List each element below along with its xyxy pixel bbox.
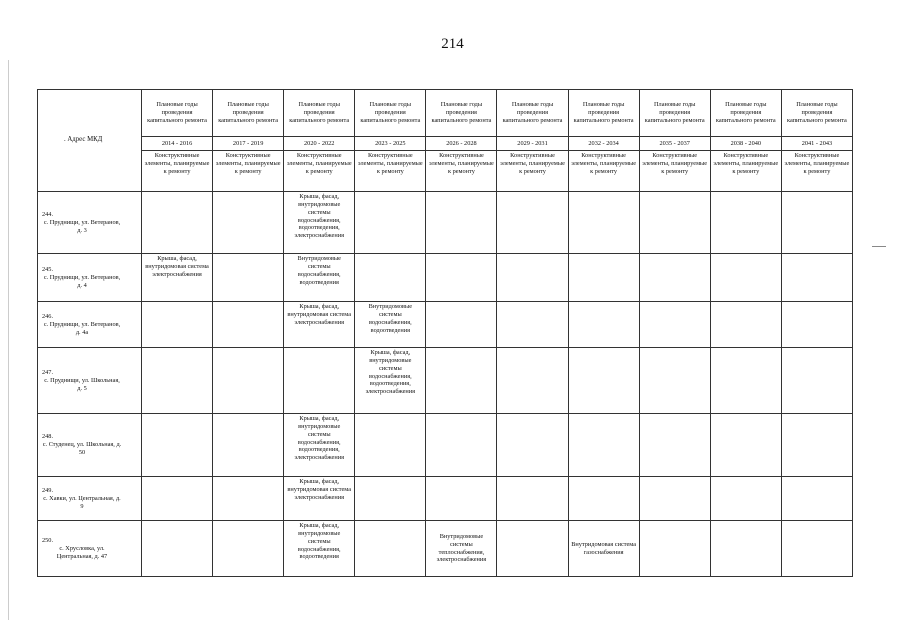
repair-cell [426, 348, 497, 414]
years-cell: 2032 - 2034 [568, 137, 639, 151]
repair-cell [781, 521, 852, 577]
table-row [38, 348, 853, 414]
repair-cell [213, 192, 284, 254]
repair-cell [142, 414, 213, 477]
repair-cell [639, 302, 710, 348]
period-header-cell: Плановые годы проведения капитального ремонта [781, 90, 852, 137]
repair-cell [710, 192, 781, 254]
repair-cell [568, 254, 639, 302]
repair-cell [568, 302, 639, 348]
repair-cell: Внутридомовые системы водоснабжения, водоотведения [284, 254, 355, 302]
period-header-cell: Плановые годы проведения капитального ремонта [710, 90, 781, 137]
repair-cell [781, 254, 852, 302]
period-header-cell: Плановые годы проведения капитального ремонта [355, 90, 426, 137]
elements-header-cell: Конструктивные элементы, планируемые к ремонту [781, 151, 852, 192]
repair-cell [497, 302, 568, 348]
repair-cell [710, 477, 781, 521]
repair-cell [426, 477, 497, 521]
years-cell: 2026 - 2028 [426, 137, 497, 151]
repair-cell [710, 414, 781, 477]
elements-header-cell: Конструктивные элементы, планируемые к ремонту [639, 151, 710, 192]
row-number: 244. [42, 210, 54, 218]
row-number: 248. [42, 433, 54, 441]
repair-cell [355, 477, 426, 521]
repair-cell: Крыша, фасад, внутридомовая система электроснабжения [142, 254, 213, 302]
repair-cell [142, 348, 213, 414]
repair-cell [710, 254, 781, 302]
elements-header-cell: Конструктивные элементы, планируемые к ремонту [142, 151, 213, 192]
repair-cell [213, 254, 284, 302]
elements-header-cell: Конструктивные элементы, планируемые к ремонту [710, 151, 781, 192]
row-number: 247. [42, 368, 54, 376]
table-row [38, 254, 853, 302]
repair-cell [710, 521, 781, 577]
repair-cell [142, 192, 213, 254]
table-body [38, 90, 853, 577]
address-cell [38, 192, 142, 254]
repair-cell [639, 348, 710, 414]
repair-cell [781, 348, 852, 414]
repair-cell [497, 254, 568, 302]
repair-cell [213, 414, 284, 477]
repair-cell [426, 414, 497, 477]
period-header-cell: Плановые годы проведения капитального ремонта [213, 90, 284, 137]
years-cell: 2023 - 2025 [355, 137, 426, 151]
address-cell [38, 348, 142, 414]
repair-cell [781, 302, 852, 348]
address-header: . Адрес МКД [38, 90, 142, 192]
repair-cell [213, 477, 284, 521]
repair-cell: Крыша, фасад, внутридомовые системы водоснабжения, водоотведения, электроснабжения [355, 348, 426, 414]
repair-cell [568, 348, 639, 414]
repair-cell [639, 521, 710, 577]
repair-cell [639, 477, 710, 521]
address-cell [38, 302, 142, 348]
elements-header-cell: Конструктивные элементы, планируемые к ремонту [355, 151, 426, 192]
period-header-cell: Плановые годы проведения капитального ремонта [284, 90, 355, 137]
period-header-cell: Плановые годы проведения капитального ремонта [497, 90, 568, 137]
years-cell: 2041 - 2043 [781, 137, 852, 151]
period-header-cell: Плановые годы проведения капитального ремонта [568, 90, 639, 137]
years-cell: 2029 - 2031 [497, 137, 568, 151]
capital-repair-table [37, 89, 853, 577]
address-text: с. Пруднищи, ул. Ветеранов, д. 4 [43, 273, 121, 289]
repair-cell [568, 477, 639, 521]
address-text: с. Студенец, ул. Школьная, д. 50 [42, 441, 122, 457]
repair-cell [284, 348, 355, 414]
table-row [38, 414, 853, 477]
repair-cell [781, 414, 852, 477]
elements-header-cell: Конструктивные элементы, планируемые к ремонту [213, 151, 284, 192]
period-header-cell: Плановые годы проведения капитального ремонта [426, 90, 497, 137]
table-row [38, 521, 853, 577]
row-number: 250. [42, 536, 54, 544]
address-text: с. Хавки, ул. Центральная, д. 9 [43, 494, 121, 510]
row-number: 245. [42, 265, 54, 273]
elements-header-row [38, 151, 853, 192]
elements-header-cell: Конструктивные элементы, планируемые к ремонту [426, 151, 497, 192]
address-cell [38, 414, 142, 477]
repair-cell [355, 192, 426, 254]
repair-cell [568, 414, 639, 477]
repair-cell [781, 192, 852, 254]
repair-cell [497, 414, 568, 477]
years-cell: 2035 - 2037 [639, 137, 710, 151]
period-header-cell: Плановые годы проведения капитального ремонта [639, 90, 710, 137]
address-cell [38, 254, 142, 302]
elements-header-cell: Конструктивные элементы, планируемые к ремонту [284, 151, 355, 192]
period-header-row [38, 90, 853, 137]
repair-cell [497, 521, 568, 577]
repair-cell [426, 192, 497, 254]
repair-cell [710, 348, 781, 414]
repair-cell [497, 477, 568, 521]
repair-cell [426, 302, 497, 348]
address-text: с. Пруднищи, ул. Ветеранов, д. 3 [43, 218, 121, 234]
repair-cell: Внутридомовые системы теплоснабжения, электроснабжения [426, 521, 497, 577]
repair-cell [142, 302, 213, 348]
repair-cell [213, 348, 284, 414]
elements-header-cell: Конструктивные элементы, планируемые к ремонту [497, 151, 568, 192]
repair-cell [426, 254, 497, 302]
address-cell [38, 477, 142, 521]
years-cell: 2038 - 2040 [710, 137, 781, 151]
years-header-row [38, 137, 853, 151]
repair-cell: Крыша, фасад, внутридомовая система электроснабжения [284, 302, 355, 348]
repair-cell [497, 192, 568, 254]
repair-cell: Внутридомовая система газоснабжения [568, 521, 639, 577]
row-number: 249. [42, 486, 54, 494]
table-row [38, 477, 853, 521]
repair-cell [781, 477, 852, 521]
years-cell: 2017 - 2019 [213, 137, 284, 151]
repair-cell [142, 477, 213, 521]
years-cell: 2020 - 2022 [284, 137, 355, 151]
repair-cell [355, 521, 426, 577]
address-text: с. Пруднищи, ул. Школьная, д. 5 [44, 376, 120, 392]
repair-cell [497, 348, 568, 414]
address-text: с. Хрусловка, ул. Центральная, д. 47 [56, 544, 108, 560]
repair-cell: Крыша, фасад, внутридомовая система электроснабжения [284, 477, 355, 521]
repair-cell [639, 254, 710, 302]
elements-header-cell: Конструктивные элементы, планируемые к ремонту [568, 151, 639, 192]
scan-mark [872, 246, 886, 247]
repair-cell [355, 254, 426, 302]
table-row [38, 302, 853, 348]
table-row [38, 192, 853, 254]
repair-cell: Крыша, фасад, внутридомовые системы водоснабжения, водоотведения, электроснабжения [284, 414, 355, 477]
repair-cell: Внутридомовые системы водоснабжения, водоотведения [355, 302, 426, 348]
address-text: с. Пруднищи, ул. Ветеранов, д. 4а [43, 320, 121, 336]
repair-cell [639, 192, 710, 254]
address-cell [38, 521, 142, 577]
repair-cell [213, 521, 284, 577]
scan-edge [8, 60, 9, 620]
row-number: 246. [42, 312, 54, 320]
repair-cell [710, 302, 781, 348]
repair-cell [213, 302, 284, 348]
years-cell: 2014 - 2016 [142, 137, 213, 151]
repair-cell [355, 414, 426, 477]
repair-cell [639, 414, 710, 477]
period-header-cell: Плановые годы проведения капитального ремонта [142, 90, 213, 137]
repair-cell: Крыша, фасад, внутридомовые системы водоснабжения, водоотведения [284, 521, 355, 577]
repair-cell: Крыша, фасад, внутридомовые системы водоснабжения, водоотведения, электроснабжения [284, 192, 355, 254]
repair-cell [142, 521, 213, 577]
page-number: 214 [441, 36, 464, 52]
repair-cell [568, 192, 639, 254]
